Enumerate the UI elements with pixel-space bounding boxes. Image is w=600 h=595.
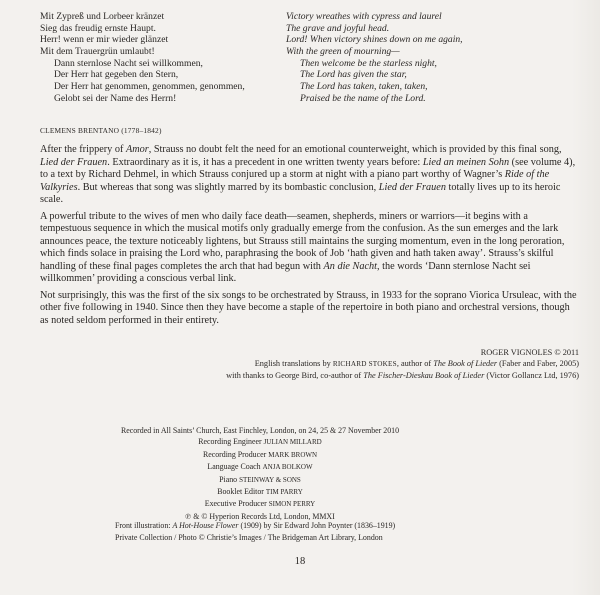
credit-label: Recording Producer xyxy=(202,449,269,459)
poem-english xyxy=(286,11,463,105)
text-run: . But whereas that song was slightly marred by its bombastic conclusion, xyxy=(77,181,379,193)
poem-line-de: Der Herr hat genommen, genommen, genommen, xyxy=(54,81,245,93)
poem-block xyxy=(40,11,580,105)
poem-line-de: Sieg das freudig ernste Haupt. xyxy=(40,22,156,34)
text-run: , Strauss no doubt felt the need for an emotional counterweight, which is provided by this final song, xyxy=(148,144,562,155)
text-run: with thanks to George Bird, co-author of xyxy=(226,371,364,380)
poem-line-de: Dann sternlose Nacht sei willkommen, xyxy=(54,57,203,69)
song-title: An die Nacht xyxy=(323,260,378,272)
book-title: The Fischer-Dieskau Book of Lieder xyxy=(363,371,485,380)
text-run: (1909) by Sir Edward John Poynter (1836–1919) xyxy=(238,521,396,530)
poem-line-de: Herr! wenn er mir wieder glänzet xyxy=(40,34,169,46)
collection-line: Private Collection / Photo © Christie’s Images / The Bridgeman Art Library, London xyxy=(115,532,383,542)
credit-label: Recorded in All Saints’ Church, East Finchley, London, on 24, 25 & 27 November 2010 xyxy=(120,426,400,435)
poem-line-en: Lord! When victory shines down on me again, xyxy=(286,34,463,46)
credit-line xyxy=(110,474,410,486)
recording-credits xyxy=(110,425,410,522)
poem-line-de: Mit Zypreß und Lorbeer kränzet xyxy=(40,11,165,22)
poem-line-en: The grave and joyful head. xyxy=(286,22,390,34)
text-run: Front illustration: xyxy=(115,521,173,530)
signature-block xyxy=(40,347,579,381)
poem-line-en: Then welcome be the starless night, xyxy=(300,57,437,69)
song-title: Amor xyxy=(125,144,149,155)
work-title: Ride of the Valkyries xyxy=(40,169,550,193)
credit-line xyxy=(110,498,410,510)
poem-line-en: The Lord has taken, taken, taken, xyxy=(300,81,428,93)
text-run: (Victor Gollancz Ltd, 1976) xyxy=(484,371,579,380)
credit-label: Executive Producer xyxy=(204,499,269,509)
essay-author: ROGER VIGNOLES © 2011 xyxy=(480,348,579,357)
page-number: 18 xyxy=(294,556,306,567)
poem-line-en: Praised be the name of the Lord. xyxy=(300,92,426,104)
credit-line xyxy=(110,436,410,448)
text-run: (see volume 4), to a text by Richard Dehmel, in which Strauss conjured up a storm at night with a piano part worthy of Wagner’s xyxy=(40,156,576,180)
credit-label: ℗ & © Hyperion Records Ltd, London, MMXI xyxy=(185,511,335,521)
translation-credit xyxy=(40,358,579,370)
credit-label: Booklet Editor xyxy=(217,487,266,497)
illustration-credit xyxy=(115,520,515,543)
credit-name: STEINWAY & SONS xyxy=(239,475,301,484)
essay-paragraph-1 xyxy=(40,144,580,207)
thanks-credit xyxy=(40,370,579,381)
text-run: After the frippery of xyxy=(40,144,126,155)
credit-line xyxy=(110,449,410,461)
credit-name: ANJA BOLKOW xyxy=(262,463,313,472)
translator-name: RICHARD STOKES xyxy=(332,360,397,368)
credit-label: Recording Engineer xyxy=(198,437,264,447)
credit-line xyxy=(110,461,410,473)
poem-line-en: The Lord has given the star, xyxy=(300,69,407,81)
essay-paragraph-2 xyxy=(40,211,580,286)
song-title: Lied der Frauen xyxy=(40,156,108,168)
text-run: totally lives up to its heroic scale. xyxy=(40,181,561,205)
poem-line-en: With the green of mourning— xyxy=(286,46,400,58)
credit-name: MARK BROWN xyxy=(268,450,318,459)
credit-name: TIM PARRY xyxy=(265,488,303,497)
song-title: Lied der Frauen xyxy=(378,181,446,193)
book-title: The Book of Lieder xyxy=(433,359,498,368)
text-run: . Extraordinary as it is, it has a precedent in one written twenty years before: xyxy=(107,156,423,168)
credit-label: Language Coach xyxy=(207,462,263,472)
poem-line-en: Victory wreathes with cypress and laurel xyxy=(286,11,442,22)
credit-line xyxy=(110,425,410,436)
poem-line-de: Der Herr hat gegeben den Stern, xyxy=(54,69,179,81)
text-run: A powerful tribute to the wives of men who daily face death—seamen, shepherds, miners or warriors—it begins with a tempestuous sequence in which the musical motifs only gradually emerge from the confusion. As the sun emerges and the lark announces peace, the texture noticeably lightens, but Strauss still maintains the surging momentum, even in the long peroration, which finds solace in praising the Lord who, paraphrasing the book of Job ‘hath given and hath taken away’. Strauss’s skilful handling of these final pages completes the arch that had begun with xyxy=(40,210,565,272)
text-run: , author of xyxy=(396,359,434,368)
credit-name: SIMON PERRY xyxy=(268,500,316,509)
essay-paragraph-3: Not surprisingly, this was the first of the six songs to be orchestrated by Strauss, in 1933 for the soprano Viorica Ursuleac, with the other five following in 1940. Since then they have become a staple of the repertoire in both piano and orchestral versions, though as noted seldom performed in their entirety. xyxy=(40,289,577,326)
credit-line xyxy=(110,486,410,498)
poem-line-de: Mit dem Trauergrün umlaubt! xyxy=(40,46,155,58)
essay-text xyxy=(40,144,580,331)
credit-label: Piano xyxy=(219,474,240,484)
poem-author: CLEMENS BRENTANO (1778–1842) xyxy=(40,126,162,135)
illustration-line xyxy=(115,520,515,532)
song-title: Lied an meinen Sohn xyxy=(422,156,510,168)
text-run: English translations by xyxy=(254,359,333,368)
poem-line-de: Gelobt sei der Name des Herrn! xyxy=(54,92,177,104)
text-run: (Faber and Faber, 2005) xyxy=(497,359,579,368)
painting-title: A Hot-House Flower xyxy=(172,521,239,530)
credit-name: JULIAN MILLARD xyxy=(263,438,322,447)
poem-german xyxy=(40,11,286,105)
text-run: , the words ‘Dann sternlose Nacht sei willkommen’ providing a conscious verbal link. xyxy=(40,260,531,284)
